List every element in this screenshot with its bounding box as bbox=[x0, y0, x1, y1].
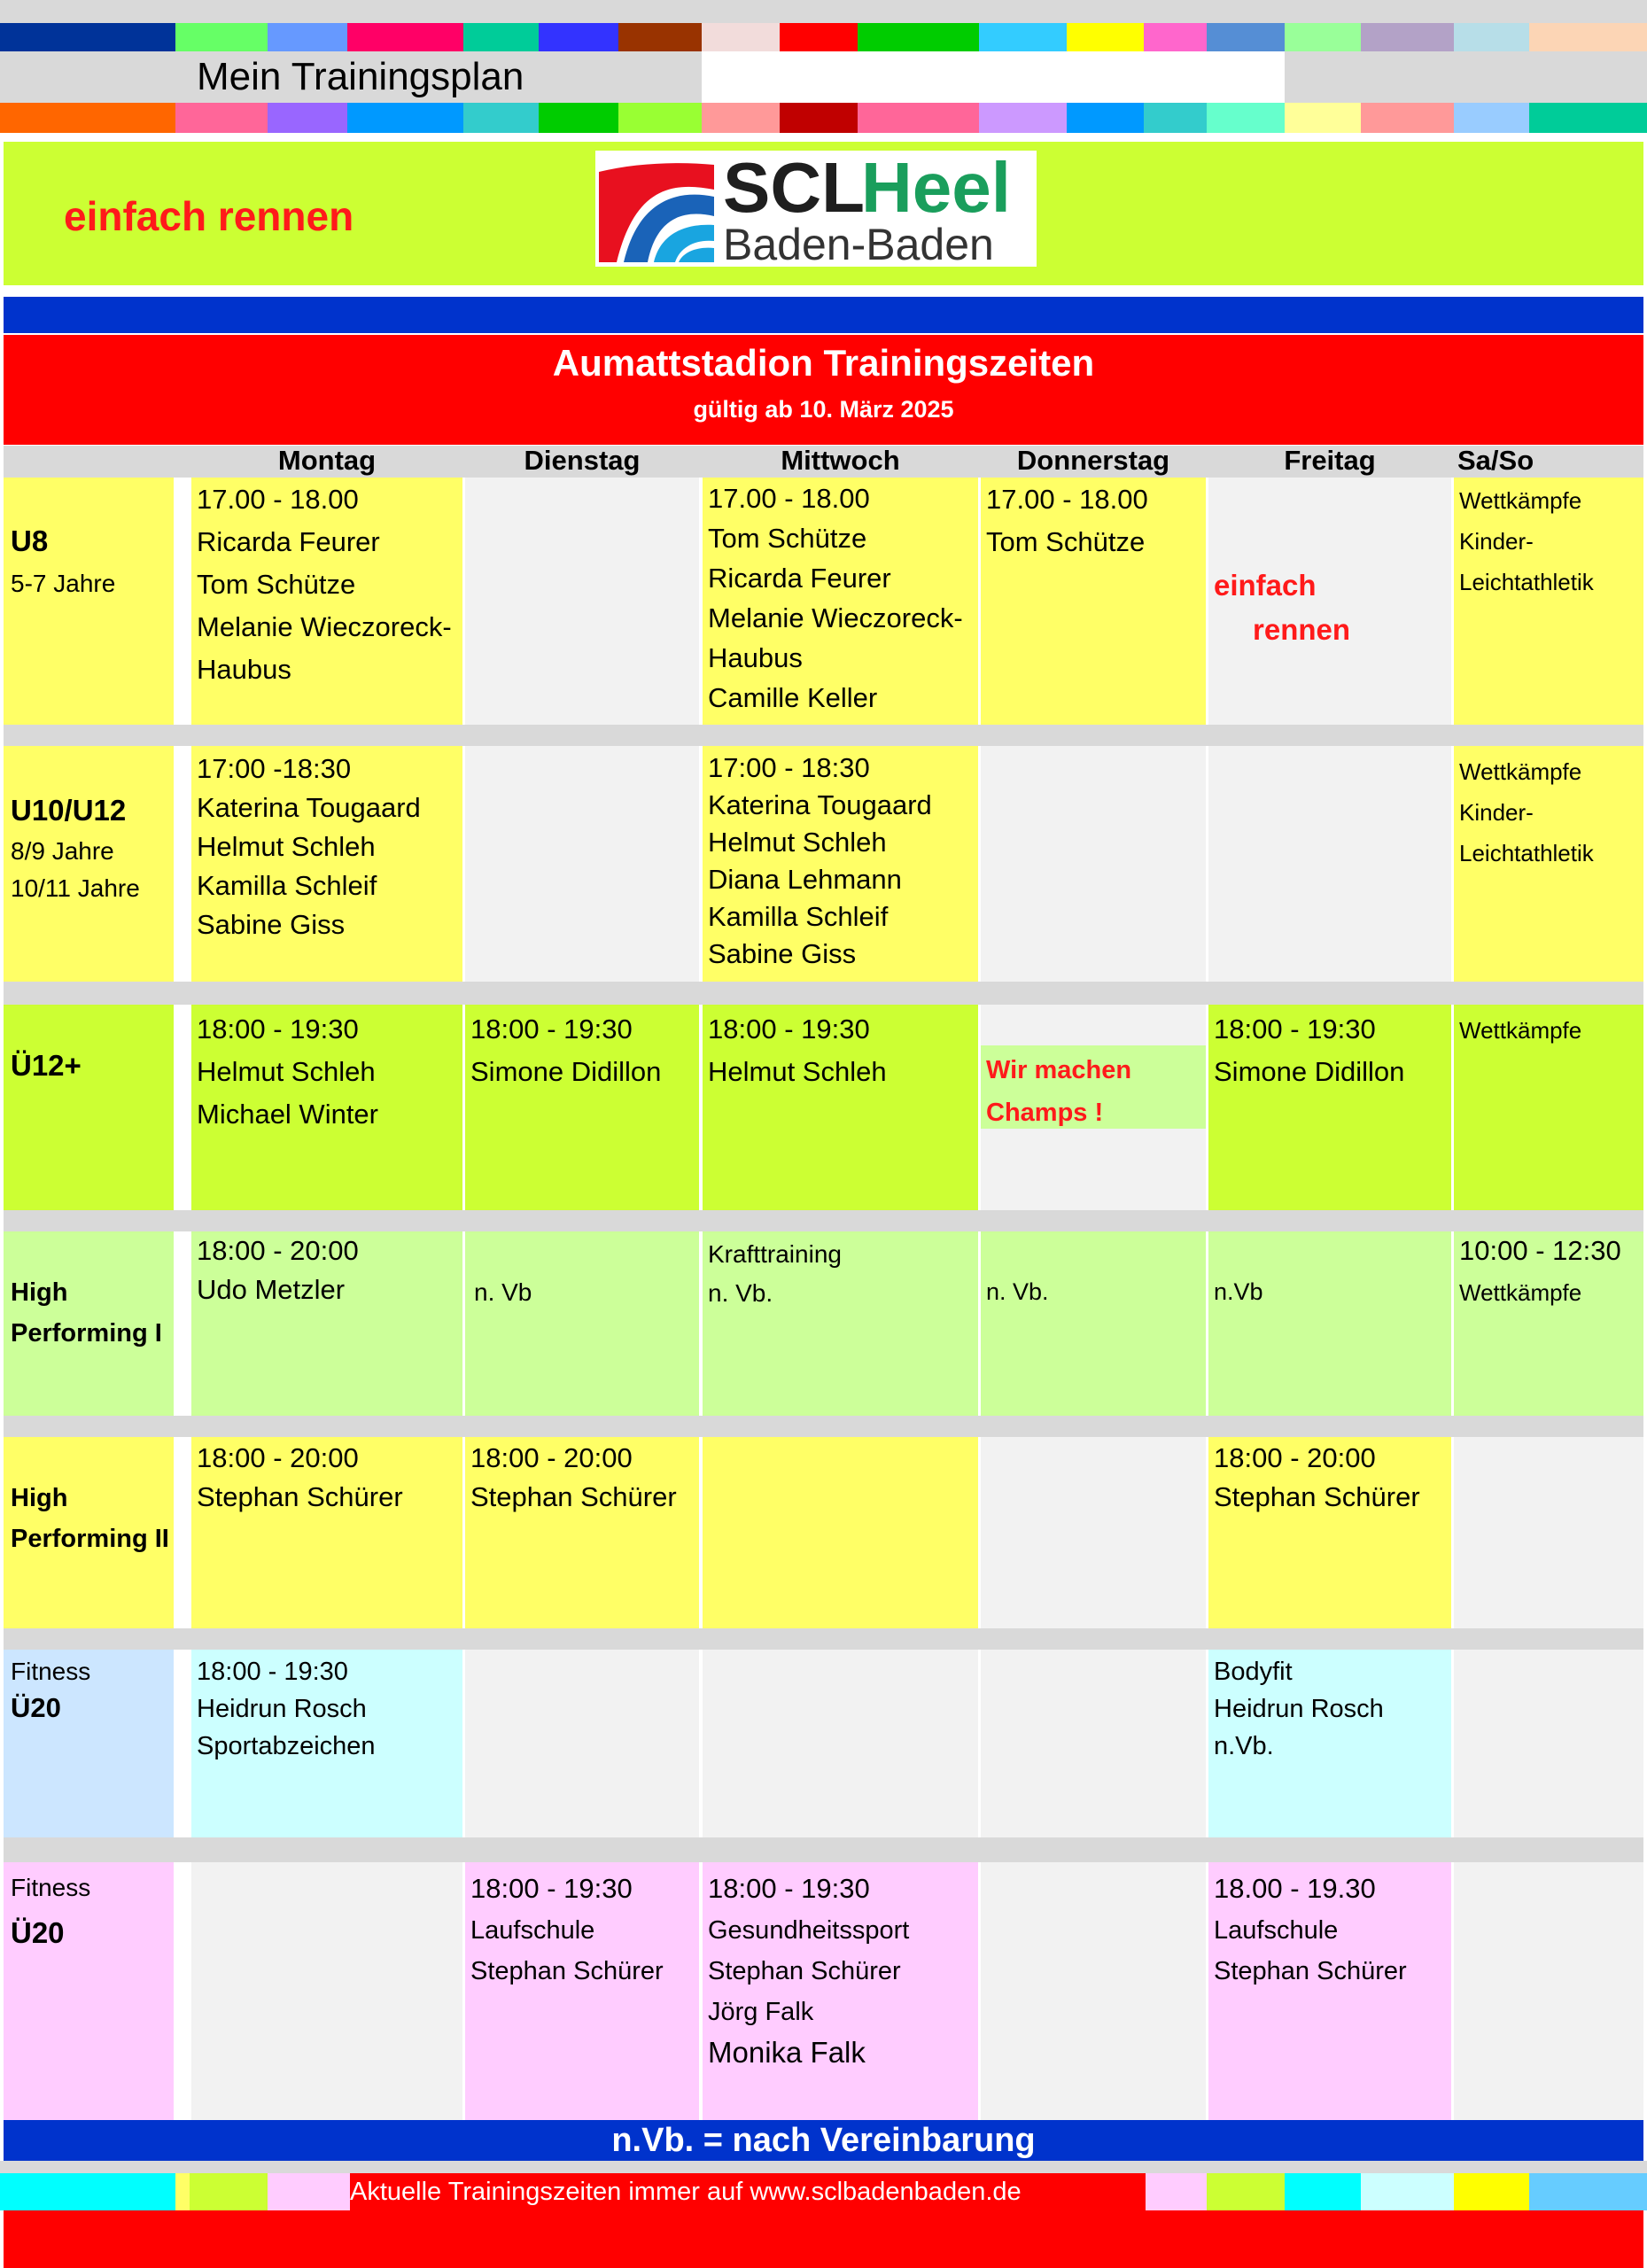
u12-freitag: 18:00 - 19:30 Simone Didillon bbox=[1214, 1014, 1405, 1087]
color-swatch bbox=[1361, 2173, 1454, 2210]
logo-city: Baden-Baden bbox=[723, 220, 994, 269]
color-swatch bbox=[190, 2173, 268, 2210]
logo-scl: SCL bbox=[723, 148, 865, 227]
color-swatch bbox=[1454, 23, 1529, 51]
grid-cell-bg bbox=[465, 746, 699, 982]
color-swatch bbox=[979, 23, 1067, 51]
color-swatch bbox=[1285, 2173, 1361, 2210]
banner-subtitle: gültig ab 10. März 2025 bbox=[693, 396, 954, 423]
grid-cell-bg bbox=[4, 1005, 174, 1210]
color-swatch bbox=[0, 103, 175, 133]
color-swatch bbox=[1361, 23, 1454, 51]
color-swatch bbox=[979, 103, 1067, 133]
grid-cell-bg bbox=[1454, 1650, 1643, 1837]
footer-note: Aktuelle Trainingszeiten immer auf www.sclbadenbaden.de bbox=[350, 2178, 1022, 2206]
color-swatch bbox=[175, 103, 268, 133]
grid-cell-bg bbox=[465, 1231, 699, 1416]
grid-cell-bg bbox=[981, 1650, 1206, 1837]
group-label-fitness-2: Fitness Ü20 bbox=[11, 1874, 91, 1949]
u10-saso: Wettkämpfe Kinder- Leichtathletik bbox=[1459, 758, 1594, 866]
hp2-dienstag: 18:00 - 20:00 Stephan Schürer bbox=[470, 1442, 677, 1512]
color-swatch bbox=[175, 23, 268, 51]
color-swatch bbox=[347, 23, 463, 51]
color-swatch bbox=[702, 103, 780, 133]
grid-cell-bg bbox=[465, 478, 699, 725]
fit2-freitag: 18.00 - 19.30 Laufschule Stephan Schürer bbox=[1214, 1873, 1407, 1985]
logo-heel: Heel bbox=[861, 148, 1011, 227]
row-separator bbox=[4, 982, 1643, 1005]
grid-cell-bg bbox=[981, 1437, 1206, 1628]
grid-cell-bg bbox=[1454, 1862, 1643, 2120]
color-swatch bbox=[1207, 2173, 1285, 2210]
u8-saso: Wettkämpfe Kinder- Leichtathletik bbox=[1459, 487, 1594, 595]
top-stripe-gray bbox=[0, 0, 1647, 23]
u8-mittwoch: 17.00 - 18.00 Tom Schütze Ricarda Feurer Melanie Wieczoreck- Haubus Camille Keller bbox=[708, 483, 963, 713]
group-label-u12plus: Ü12+ bbox=[11, 1049, 82, 1082]
fit1-freitag: Bodyfit Heidrun Rosch n.Vb. bbox=[1214, 1658, 1384, 1760]
grid-cell-bg bbox=[1208, 746, 1451, 982]
footer-gap bbox=[0, 2161, 1647, 2173]
stripes-logo-icon bbox=[599, 154, 714, 262]
u8-montag: 17.00 - 18.00 Ricarda Feurer Tom Schütze Melanie Wieczoreck- Haubus bbox=[197, 484, 452, 685]
group-label-u8: U8 5-7 Jahre bbox=[11, 524, 116, 597]
hp1-dienstag: n. Vb bbox=[474, 1278, 532, 1306]
day-header-donnerstag: Donnerstag bbox=[1016, 445, 1170, 476]
color-swatch bbox=[618, 23, 702, 51]
color-swatch bbox=[780, 103, 858, 133]
color-swatch bbox=[0, 2173, 175, 2210]
banner-title: Aumattstadion Trainingszeiten bbox=[552, 342, 1095, 384]
color-swatch bbox=[268, 103, 347, 133]
group-label-hp2: High Performing II bbox=[11, 1484, 169, 1553]
color-swatch bbox=[702, 23, 780, 51]
club-logo bbox=[595, 148, 1037, 269]
color-swatch bbox=[1285, 23, 1361, 51]
grid-cell-bg bbox=[1454, 1437, 1643, 1628]
hp1-montag: 18:00 - 20:00 Udo Metzler bbox=[197, 1235, 359, 1305]
color-swatch bbox=[539, 103, 618, 133]
row-separator bbox=[4, 725, 1643, 746]
color-swatch bbox=[1454, 103, 1529, 133]
grid-cell-bg bbox=[981, 1862, 1206, 2120]
legend-text: n.Vb. = nach Vereinbarung bbox=[611, 2122, 1036, 2159]
color-swatch bbox=[1529, 23, 1647, 51]
color-swatch bbox=[1067, 23, 1144, 51]
page-title: Mein Trainingsplan bbox=[197, 55, 524, 98]
day-header-mittwoch: Mittwoch bbox=[781, 445, 900, 476]
grid-cell-bg bbox=[703, 1650, 978, 1837]
color-swatch bbox=[463, 103, 539, 133]
group-label-fitness-1: Fitness Ü20 bbox=[11, 1658, 91, 1723]
color-swatch bbox=[1529, 103, 1647, 133]
color-swatch bbox=[618, 103, 702, 133]
color-swatch bbox=[1144, 23, 1207, 51]
grid-cell-bg bbox=[703, 1437, 978, 1628]
grid-cell-bg bbox=[1208, 1231, 1451, 1416]
hp1-freitag: n.Vb bbox=[1214, 1278, 1263, 1305]
u12-montag: 18:00 - 19:30 Helmut Schleh Michael Winter bbox=[197, 1014, 378, 1130]
color-swatch bbox=[1207, 23, 1285, 51]
hp2-montag: 18:00 - 20:00 Stephan Schürer bbox=[197, 1442, 403, 1512]
color-swatch bbox=[268, 2173, 350, 2210]
u12-saso: Wettkämpfe bbox=[1459, 1017, 1582, 1044]
color-swatch bbox=[858, 23, 979, 51]
u12-donnerstag-champs: Wir machen Champs ! bbox=[986, 1056, 1132, 1127]
u10-mittwoch: 17:00 - 18:30 Katerina Tougaard Helmut Schleh Diana Lehmann Kamilla Schleif Sabine Giss bbox=[708, 752, 932, 969]
fit1-montag: 18:00 - 19:30 Heidrun Rosch Sportabzeichen bbox=[197, 1658, 376, 1760]
color-swatch bbox=[268, 23, 347, 51]
color-swatch bbox=[1529, 2173, 1647, 2210]
hp2-freitag: 18:00 - 20:00 Stephan Schürer bbox=[1214, 1442, 1420, 1512]
u10-montag: 17:00 -18:30 Katerina Tougaard Helmut Schleh Kamilla Schleif Sabine Giss bbox=[197, 753, 421, 940]
grid-cell-bg bbox=[465, 1650, 699, 1837]
footer-red-bar bbox=[4, 2210, 1643, 2268]
row-separator bbox=[4, 1837, 1643, 1862]
grid-cell-bg bbox=[191, 1862, 462, 2120]
hp1-donnerstag: n. Vb. bbox=[986, 1278, 1049, 1305]
row-separator bbox=[4, 1416, 1643, 1437]
row-separator bbox=[4, 1628, 1643, 1650]
color-swatch bbox=[780, 23, 858, 51]
color-swatch bbox=[0, 23, 175, 51]
color-swatch bbox=[1067, 103, 1144, 133]
blue-bar bbox=[4, 297, 1643, 333]
day-header-dienstag: Dienstag bbox=[524, 445, 641, 476]
color-swatch bbox=[1144, 103, 1207, 133]
color-swatch bbox=[858, 103, 979, 133]
grid-cell-bg bbox=[981, 1231, 1206, 1416]
color-swatch bbox=[463, 23, 539, 51]
color-swatch bbox=[1361, 103, 1454, 133]
group-label-hp1: High Performing I bbox=[11, 1278, 162, 1348]
u8-donnerstag: 17.00 - 18.00 Tom Schütze bbox=[986, 484, 1148, 557]
day-header-freitag: Freitag bbox=[1284, 445, 1376, 476]
color-swatch bbox=[1454, 2173, 1529, 2210]
day-header-saso: Sa/So bbox=[1457, 445, 1534, 476]
grid-cell-bg bbox=[981, 746, 1206, 982]
color-swatch bbox=[539, 23, 618, 51]
slogan: einfach rennen bbox=[64, 193, 354, 239]
fit2-dienstag: 18:00 - 19:30 Laufschule Stephan Schürer bbox=[470, 1873, 664, 1985]
hp1-saso: 10:00 - 12:30 Wettkämpfe bbox=[1459, 1235, 1621, 1306]
u12-dienstag: 18:00 - 19:30 Simone Didillon bbox=[470, 1014, 662, 1087]
title-field bbox=[702, 51, 1285, 103]
color-swatch bbox=[1207, 103, 1285, 133]
color-swatch bbox=[175, 2173, 190, 2210]
color-swatch bbox=[1146, 2173, 1207, 2210]
hp1-mittwoch: Krafttraining n. Vb. bbox=[708, 1240, 842, 1307]
color-swatch bbox=[347, 103, 463, 133]
color-swatch bbox=[1285, 103, 1361, 133]
u12-mittwoch: 18:00 - 19:30 Helmut Schleh bbox=[708, 1014, 887, 1087]
group-label-u10-u12: U10/U12 8/9 Jahre 10/11 Jahre bbox=[11, 794, 140, 902]
fit2-mittwoch: 18:00 - 19:30 Gesundheitssport Stephan Schürer Jörg Falk Monika Falk bbox=[708, 1873, 910, 2069]
u8-freitag-slogan: einfach rennen bbox=[1214, 569, 1351, 646]
day-header-montag: Montag bbox=[277, 445, 377, 476]
